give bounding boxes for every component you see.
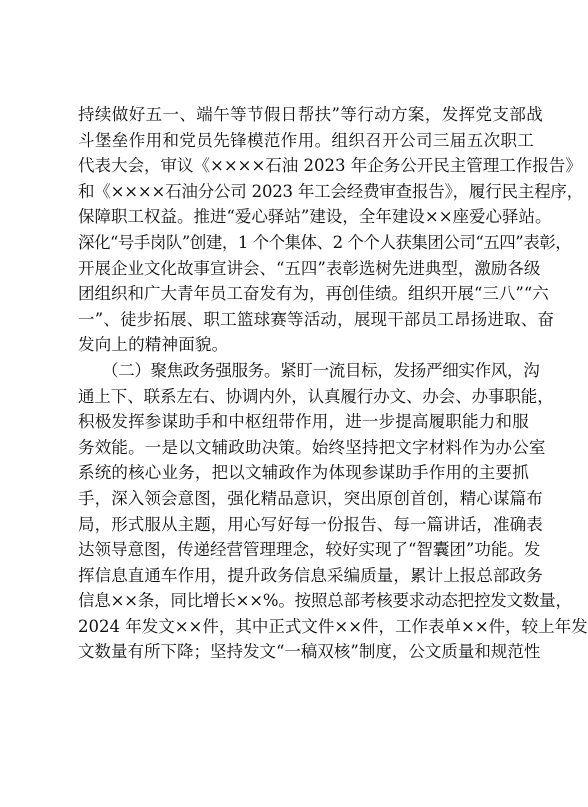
- text-line: 保障职工权益。推进“爱心驿站”建设，全年建设××座爱心驿站。: [78, 207, 552, 227]
- text-line: 开展企业文化故事宣讲会、“五四”表彰选树先进典型，激励各级: [78, 258, 541, 278]
- text-line: 务效能。一是以文辅政助决策。始终坚持把文字材料作为办公室: [78, 437, 546, 457]
- text-line: 手，深入领会意图，强化精品意识，突出原创首创，精心谋篇布: [78, 488, 543, 508]
- text-line: 2024 年发文××件，其中正式文件××件，工作表单××件，较上年发: [78, 616, 588, 636]
- text-line: 通上下、联系左右、协调内外，认真履行办文、办会、办事职能，: [78, 386, 554, 406]
- text-line: 挥信息直通车作用，提升政务信息采编质量，累计上报总部政务: [78, 565, 543, 585]
- section-heading-line: （二）聚焦政务强服务。紧盯一流目标，发扬严细实作风，沟: [102, 360, 540, 380]
- text-line: 斗堡垒作用和党员先锋模范作用。组织召开公司三届五次职工: [78, 130, 535, 150]
- text-line: 积极发挥参谋助手和中枢纽带作用，进一步提高履职能力和服: [78, 412, 529, 432]
- text-line: 深化“号手岗队”创建，1 个个集体、2 个个人获集团公司“五四”表彰，: [78, 232, 572, 252]
- text-line: 代表大会，审议《××××石油 2023 年企务公开民主管理工作报告》: [78, 156, 582, 176]
- text-line: 一”、徒步拓展、职工篮球赛等活动，展现干部员工昂扬进取、奋: [78, 309, 555, 329]
- text-line: 团组织和广大青年员工奋发有为，再创佳绩。组织开展“三八”“六: [78, 284, 549, 304]
- text-line: 文数量有所下降；坚持发文“一稿双核”制度，公文质量和规范性: [78, 642, 541, 662]
- body-text: [78, 102, 588, 665]
- text-line: 达领导意图，传递经营管理理念，较好实现了“智囊团”功能。发: [78, 540, 541, 560]
- text-line: 持续做好五一、端午等节假日帮扶”等行动方案，发挥党支部战: [78, 105, 544, 124]
- text-line: 系统的核心业务，把以文辅政作为体现参谋助手作用的主要抓: [78, 463, 529, 483]
- text-line: 信息××条，同比增长××%。按照总部考核要求动态把控发文数量，: [78, 591, 572, 611]
- text-line: 发向上的精神面貌。: [78, 335, 229, 355]
- text-line: 和《××××石油分公司 2023 年工会经费审查报告》，履行民主程序，: [78, 181, 584, 201]
- text-line: 局，形式服从主题，用心写好每一份报告、每一篇讲话，准确表: [78, 514, 543, 534]
